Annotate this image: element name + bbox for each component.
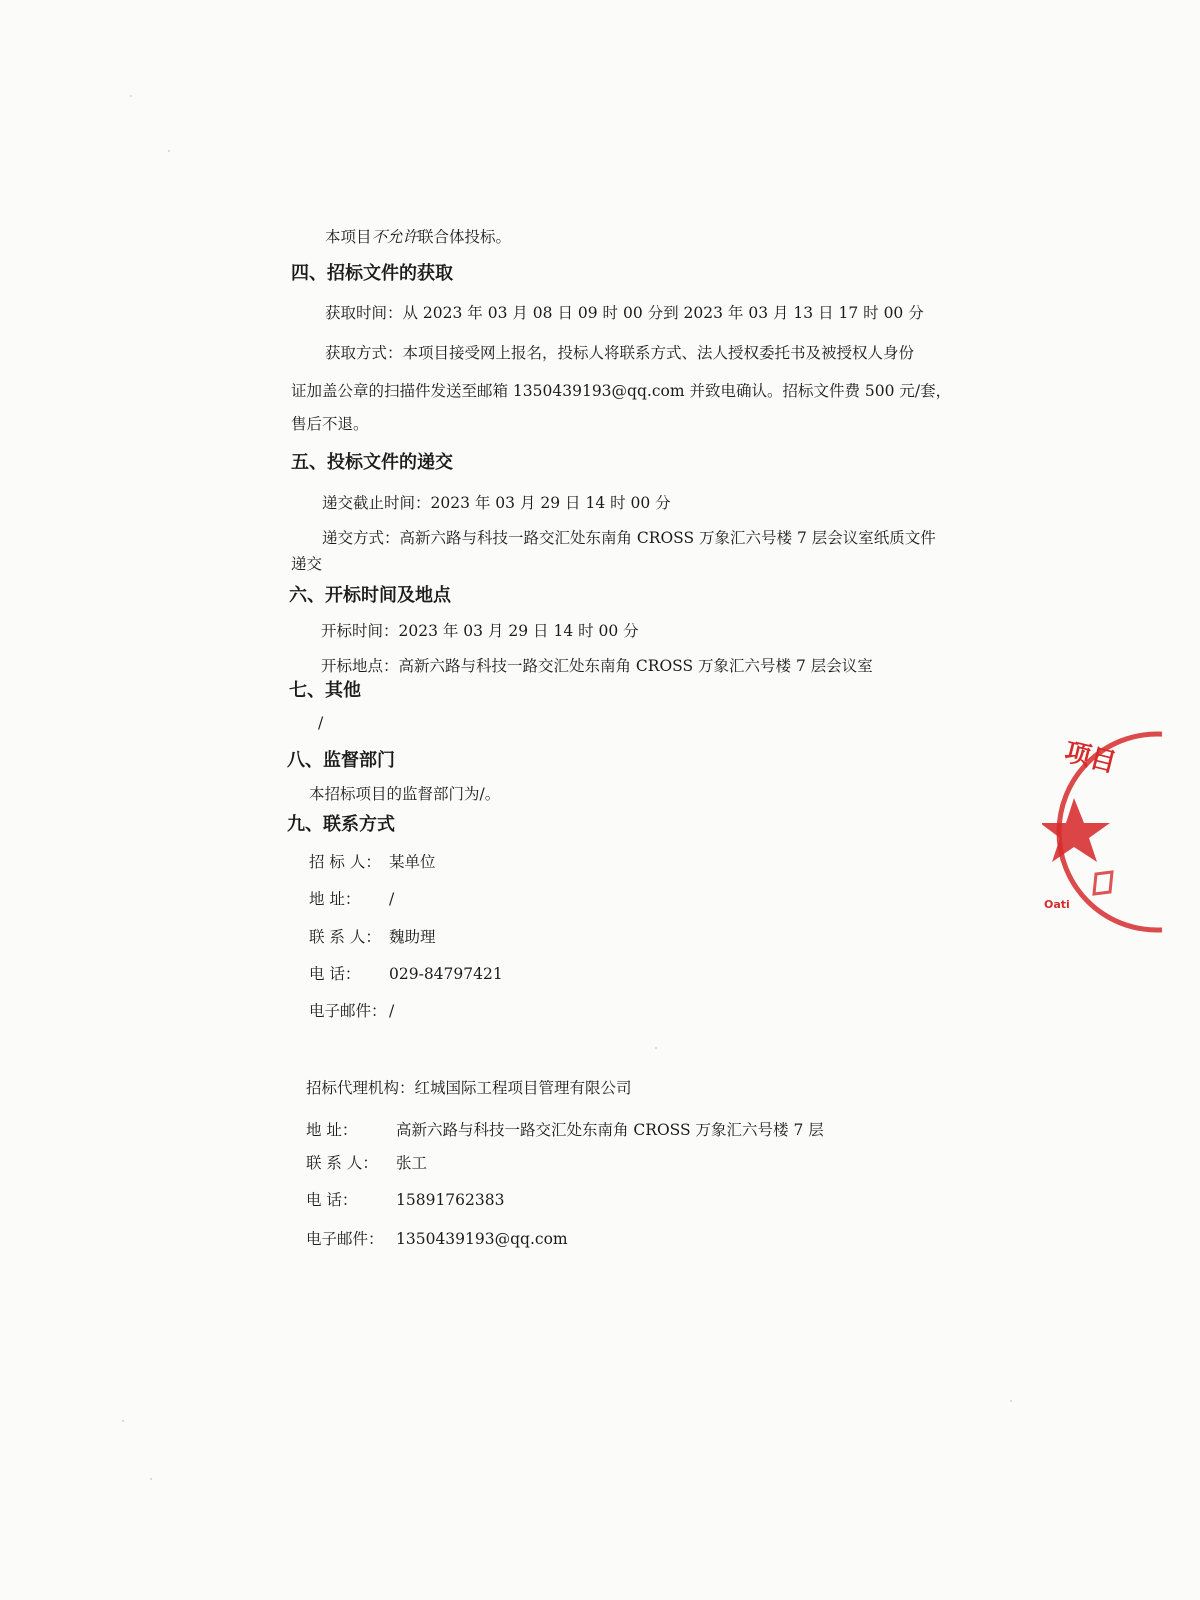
agency-name-row: 招标代理机构：红城国际工程项目管理有限公司 — [306, 1079, 632, 1097]
client-contact-value: 魏助理 — [389, 928, 436, 946]
section-4-heading: 四、招标文件的获取 — [291, 263, 453, 284]
client-address-label: 地 址： — [309, 890, 361, 908]
s5-deadline: 递交截止时间：2023 年 03 月 29 日 14 时 00 分 — [322, 494, 671, 512]
scan-speck — [130, 95, 132, 97]
scan-speck — [655, 1047, 657, 1049]
consortium-paragraph — [325, 227, 511, 247]
seal-text-top: 项目 — [1061, 737, 1120, 779]
client-phone-label: 电 话： — [309, 965, 361, 983]
section-6-heading: 六、开标时间及地点 — [289, 585, 451, 606]
scan-speck — [150, 1478, 152, 1480]
client-contact-label: 联 系 人： — [309, 928, 381, 946]
client-phone-row — [309, 964, 503, 984]
agency-address-value: 高新六路与科技一路交汇处东南角 CROSS 万象汇六号楼 7 层 — [396, 1121, 824, 1139]
section-7-heading: 七、其他 — [289, 680, 361, 701]
scan-speck — [168, 150, 170, 152]
s4-time: 获取时间：从 2023 年 03 月 08 日 09 时 00 分到 2023 年 03 月 13 日 17 时 00 分 — [325, 304, 924, 322]
agency-phone-label: 电 话： — [306, 1191, 358, 1209]
agency-address-label: 地 址： — [306, 1121, 358, 1139]
client-address-value: / — [389, 890, 395, 908]
consortium-text-after: 联合体投标。 — [418, 228, 512, 246]
s6-time: 开标时间：2023 年 03 月 29 日 14 时 00 分 — [321, 622, 639, 640]
agency-contact-value: 张工 — [396, 1154, 428, 1172]
agency-email-label: 电子邮件： — [306, 1230, 384, 1248]
s4-method-line-3: 售后不退。 — [291, 415, 369, 433]
agency-contact-row — [306, 1153, 427, 1173]
s5-method-line-1: 递交方式：高新六路与科技一路交汇处东南角 CROSS 万象汇六号楼 7 层会议室纸质文件 — [322, 529, 936, 547]
client-email-value: / — [389, 1002, 395, 1020]
seal-text-side: Oati — [1044, 898, 1070, 911]
section-9-heading: 九、联系方式 — [287, 814, 395, 835]
s4-method-line-1: 获取方式：本项目接受网上报名，投标人将联系方式、法人授权委托书及被授权人身份 — [325, 344, 915, 362]
client-name-label: 招 标 人： — [309, 853, 381, 871]
scan-speck — [1010, 1400, 1012, 1402]
agency-phone-row — [306, 1190, 504, 1210]
company-seal — [1042, 722, 1162, 942]
client-email-label: 电子邮件： — [309, 1002, 387, 1020]
client-email-row — [309, 1001, 394, 1021]
scan-speck — [122, 1420, 124, 1422]
agency-email-row — [306, 1229, 568, 1249]
agency-phone-value: 15891762383 — [396, 1191, 505, 1209]
client-address-row — [309, 889, 394, 909]
s7-content: / — [318, 714, 324, 732]
client-phone-value: 029-84797421 — [389, 965, 503, 983]
client-contact-row — [309, 927, 436, 947]
s8-content: 本招标项目的监督部门为/。 — [309, 785, 501, 803]
seal-icon — [1042, 722, 1162, 942]
agency-address-row — [306, 1120, 824, 1140]
consortium-text-emphasis: 不允许 — [371, 228, 419, 246]
client-name-value: 某单位 — [389, 853, 436, 871]
consortium-text-before: 本项目 — [325, 228, 372, 246]
s5-method-line-2: 递交 — [291, 555, 323, 573]
s4-method-line-2: 证加盖公章的扫描件发送至邮箱 1350439193@qq.com 并致电确认。招标文件费 500 元/套， — [291, 382, 952, 400]
s6-place: 开标地点：高新六路与科技一路交汇处东南角 CROSS 万象汇六号楼 7 层会议室 — [321, 657, 873, 675]
section-5-heading: 五、投标文件的递交 — [291, 452, 453, 473]
section-8-heading: 八、监督部门 — [287, 750, 395, 771]
agency-contact-label: 联 系 人： — [306, 1154, 378, 1172]
agency-email-value: 1350439193@qq.com — [396, 1230, 568, 1248]
client-name-row — [309, 852, 436, 872]
